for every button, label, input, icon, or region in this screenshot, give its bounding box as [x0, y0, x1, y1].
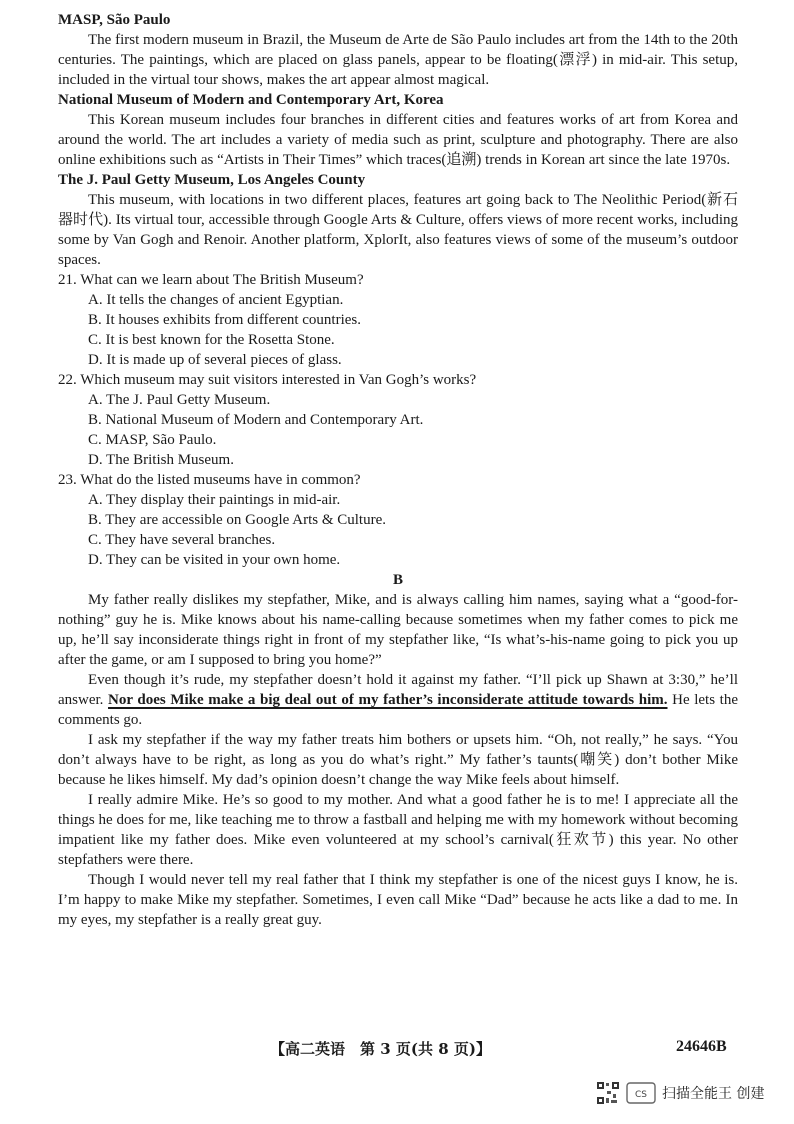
passage-b-paragraph-2: [58, 670, 738, 730]
paragraph-2-before: Even though it’s rude, my stepfather doesn’t hold it against my father. “I’ll pick up Shawn at 3:30,” he’ll answer.: [58, 672, 738, 708]
paragraph-2-after: He lets the comments go.: [58, 692, 738, 728]
scanner-watermark: [596, 1080, 764, 1106]
question-stem: 23. What do the listed museums have in common?: [58, 472, 361, 488]
option-a: A. It tells the changes of ancient Egyptian.: [88, 292, 344, 308]
page-footer: [0, 1038, 794, 1062]
option-c: C. They have several branches.: [88, 532, 276, 548]
passage-b-paragraph-3: I ask my stepfather if the way my father treats him bothers or upsets him. “Oh, not really,” he says. “You don’t always have to be right, as long as you do what’s right.” My father’s taunts(嘲笑) don’t bother Mike because he likes himself. My dad’s opinion doesn’t change the way Mike feels about himself.: [58, 732, 738, 788]
passage-b-label: B: [392, 572, 403, 588]
exam-code: 24646B: [676, 1038, 727, 1055]
section-heading-korea: National Museum of Modern and Contemporary Art, Korea: [58, 92, 444, 108]
option-d: D. They can be visited in your own home.: [88, 552, 341, 568]
qr-code-icon: [596, 1081, 620, 1105]
question-23: [58, 470, 738, 570]
option-a: A. The J. Paul Getty Museum.: [88, 392, 271, 408]
question-stem: 22. Which museum may suit visitors interested in Van Gogh’s works?: [58, 372, 477, 388]
option-d: D. It is made up of several pieces of glass.: [88, 352, 342, 368]
section-heading-getty: The J. Paul Getty Museum, Los Angeles County: [58, 172, 366, 188]
question-21: [58, 270, 738, 370]
exam-page: [58, 10, 738, 930]
option-b: B. They are accessible on Google Arts & Culture.: [88, 512, 386, 528]
watermark-text: 扫描全能王 创建: [662, 1086, 765, 1102]
page-label: 【高二英语 第 3 页(共 8 页)】: [270, 1040, 491, 1058]
question-22: [58, 370, 738, 470]
option-d: D. The British Museum.: [88, 452, 234, 468]
option-c: C. MASP, São Paulo.: [88, 432, 217, 448]
section-text-getty: This museum, with locations in two different places, features art going back to The Neolithic Period(新石器时代). Its virtual tour, accessible through Google Arts & Culture, offers views of more recent works, including some by Van Gogh and Renoir. Another platform, XplorIt, also features views of some of the museum’s outdoor spaces.: [58, 192, 738, 268]
passage-b-paragraph-4: I really admire Mike. He’s so good to my mother. And what a good father he is to me! I appreciate all the things he does for me, like teaching me to throw a fastball and helping me with my homework without becoming impatient like my father does. Mike even volunteered at my school’s carnival(狂欢节) this year. No other stepfathers were there.: [58, 792, 738, 868]
passage-b-paragraph-1: My father really dislikes my stepfather, Mike, and is always calling him names, saying what a “good-for-nothing” guy he is. Mike knows about his name-calling because sometimes when my father comes to pick me up, he’ll say inconsiderate things right in front of my stepfather like, “Is what’s-his-name going to pick you up after the game, or am I supposed to bring you home?”: [58, 592, 738, 668]
question-stem: 21. What can we learn about The British Museum?: [58, 272, 364, 288]
section-text-masp: The first modern museum in Brazil, the Museum de Arte de São Paulo includes art from the 14th to the 20th centuries. The paintings, which are placed on glass panels, appear to be floating(漂浮) in mid-air. This setup, included in the virtual tour shows, makes the art appear almost magical.: [58, 32, 738, 88]
section-heading-masp: MASP, São Paulo: [58, 12, 171, 28]
option-b: B. It houses exhibits from different countries.: [88, 312, 362, 328]
option-b: B. National Museum of Modern and Contemporary Art.: [88, 412, 424, 428]
underlined-sentence: Nor does Mike make a big deal out of my father’s inconsiderate attitude towards him.: [108, 692, 668, 708]
option-c: C. It is best known for the Rosetta Stone.: [88, 332, 335, 348]
passage-b-paragraph-5: Though I would never tell my real father that I think my stepfather is one of the nicest guys I know, he is. I’m happy to make Mike my stepfather. Sometimes, I even call Mike “Dad” because he acts like a dad to me. In my eyes, my stepfather is a really great guy.: [58, 872, 738, 928]
svg-text:CS: CS: [635, 1090, 647, 1100]
section-text-korea: This Korean museum includes four branches in different cities and features works of art from Korea and around the world. The art includes a variety of media such as print, sculpture and photography. There are also online exhibitions such as “Artists in Their Times” which traces(追溯) trends in Korean art since the late 1970s.: [58, 112, 738, 168]
option-a: A. They display their paintings in mid-air.: [88, 492, 341, 508]
camscanner-logo-icon: [626, 1082, 656, 1104]
